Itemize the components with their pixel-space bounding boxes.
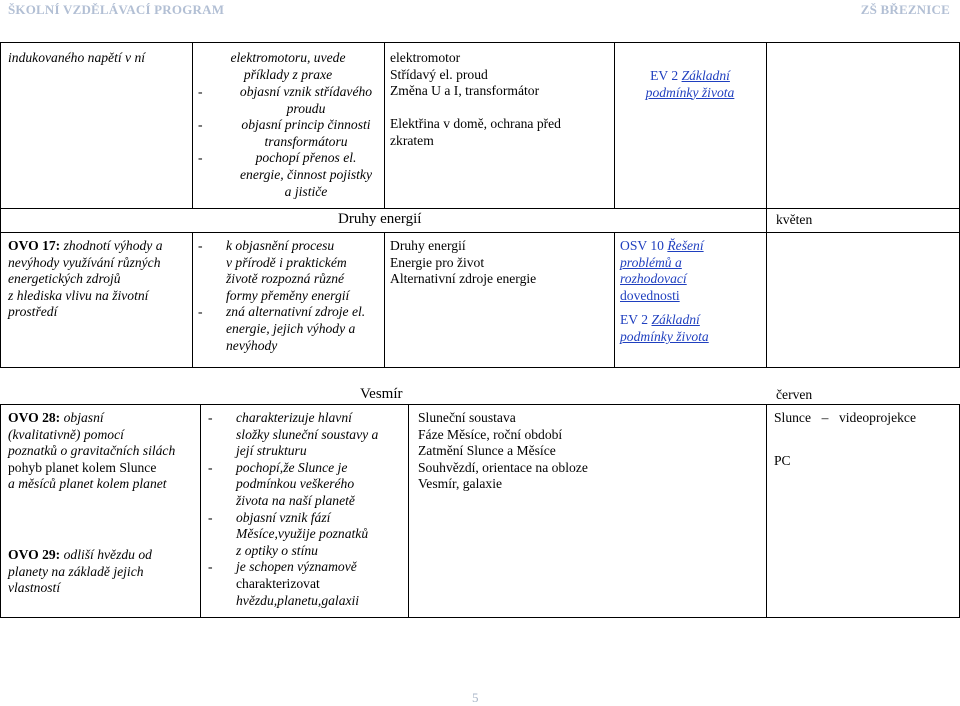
col-border	[766, 404, 767, 617]
row1-curriculum: elektromotor Střídavý el. proud Změna U a I, transformátor Elektřina v domě, ochrana před zkratem	[390, 50, 561, 148]
table-bottom-border	[0, 367, 960, 368]
table-top-border	[0, 42, 960, 43]
col-border	[0, 42, 1, 367]
col-border	[192, 232, 193, 367]
row2-curriculum: Druhy energií Energie pro život Alternativní zdroje energie	[390, 238, 537, 287]
list-item: - objasní princip činnosti transformátoru	[198, 117, 371, 149]
header-school-name: ZŠ BŘEZNICE	[860, 2, 950, 17]
row3-competencies	[208, 410, 404, 609]
row1-output: indukovaného napětí v ní	[8, 50, 146, 65]
col-border	[614, 232, 615, 367]
row-divider	[0, 232, 960, 233]
section-title: Druhy energií	[338, 211, 422, 227]
list-item: - je schopen významově charakterizovat hvězdu,planetu,galaxii	[208, 559, 360, 608]
row2-output: OVO 17: zhodnotí výhody a nevýhody využívání různých energetických zdrojů z hlediska vlivu na životní prostředí	[8, 238, 163, 320]
col-border	[408, 404, 409, 617]
list-item: - charakterizuje hlavní složky sluneční soustavy a její strukturu	[208, 410, 379, 459]
header-school-program: ŠKOLNÍ VZDĚLÁVACÍ PROGRAM	[8, 2, 225, 17]
row1-intro: elektromotoru, uvede příklady z praxe	[230, 50, 346, 82]
row-divider	[0, 208, 960, 209]
list-item: - pochopí přenos el. energie, činnost pojistky a jističe	[198, 150, 372, 199]
table-bottom-border	[0, 617, 960, 618]
col-border	[0, 404, 1, 617]
col-border	[192, 42, 193, 208]
row2-competencies	[198, 238, 382, 354]
list-item: - k objasnění procesu v přírodě i praktickém životě rozpozná různé formy přeměny energií	[198, 238, 350, 303]
page-number: 5	[472, 690, 479, 705]
list-item: - zná alternativní zdroje el. energie, jejich výhody a nevýhody	[198, 304, 366, 353]
list-item: - objasní vznik fází Měsíce,využije poznatků z optiky o stínu	[208, 509, 369, 558]
table-top-border	[0, 404, 960, 405]
section-month: květen	[776, 212, 813, 227]
col-border	[200, 404, 201, 617]
row1-competencies	[198, 84, 382, 200]
row3-curriculum: Sluneční soustava Fáze Měsíce, roční období Zatmění Slunce a Měsíce Souhvězdí, orientace na obloze Vesmír, galaxie	[418, 410, 588, 492]
list-item: - pochopí,že Slunce je podmínkou veškerého života na naší planetě	[208, 459, 355, 508]
list-item: - objasní vznik střídavého proudu	[198, 84, 373, 116]
row3-output: OVO 28: objasní (kvalitativně) pomocí poznatků o gravitačních silách pohyb planet kolem Slunce a měsíců planet kolem planet OVO 29: odliší hvězdu od planety na základě jejich vlastností	[8, 410, 176, 596]
section-title: Vesmír	[360, 386, 403, 402]
col-border	[614, 42, 615, 208]
section-month: červen	[776, 387, 813, 402]
row2-cross-topic: OSV 10 Řešení problémů a rozhodovací dovednosti EV 2 Základní podmínky života	[620, 238, 709, 344]
page-header	[0, 0, 960, 22]
col-border	[766, 42, 767, 367]
row3-resources: Slunce – videoprojekce PC	[774, 410, 916, 468]
row1-cross-topic: EV 2 Základní podmínky života	[645, 68, 735, 100]
col-border	[384, 232, 385, 367]
